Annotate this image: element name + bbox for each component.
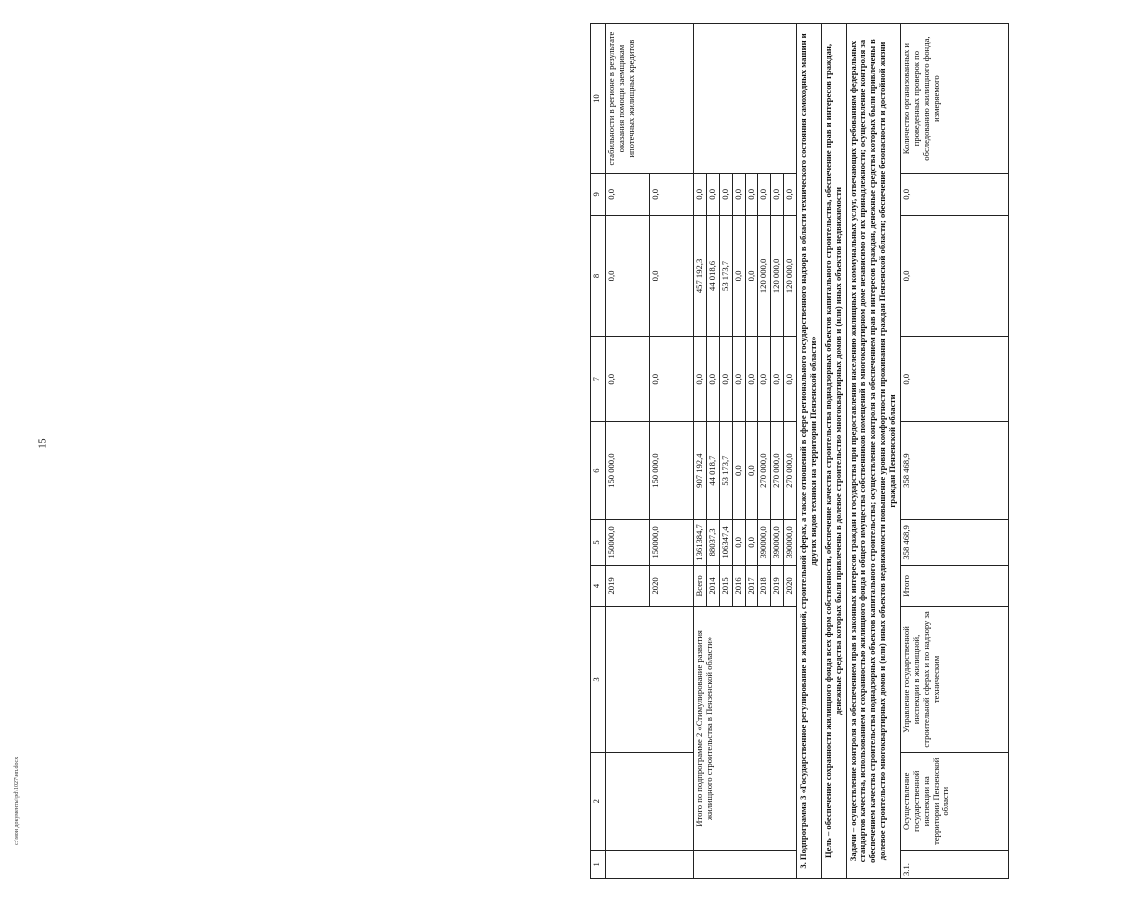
file-path-footer: c:\мои документы\pd\1027\нп.docx bbox=[14, 756, 20, 845]
blank-cell bbox=[694, 24, 797, 174]
year-cell: 2015 bbox=[719, 565, 732, 606]
value-cell: 0,0 bbox=[706, 174, 719, 215]
value-cell: 457 192,3 bbox=[694, 215, 707, 337]
value-cell: 0,0 bbox=[606, 174, 650, 215]
goal-row bbox=[821, 24, 846, 879]
value-cell: 270 000,0 bbox=[784, 422, 797, 520]
col-header-8: 8 bbox=[591, 215, 606, 337]
tasks-row bbox=[846, 24, 900, 879]
blank-cell bbox=[694, 850, 797, 878]
indicator-cell: Количество организованных и проведенных проверок по обследованию жилищного фонда, измеряемого bbox=[900, 24, 1008, 174]
value-cell: 44 018,7 bbox=[706, 422, 719, 520]
value-cell: 0,0 bbox=[745, 215, 758, 337]
indicator-cell: стабильности в регионе в результате оказания помощи заемщикам ипотечных жилищных кредитов bbox=[606, 24, 694, 174]
value-cell: 0,0 bbox=[758, 337, 771, 422]
blank-cell bbox=[606, 752, 694, 850]
value-cell: 120 000,0 bbox=[771, 215, 784, 337]
value-cell: 0,0 bbox=[732, 215, 745, 337]
value-cell: 0,0 bbox=[900, 337, 1008, 422]
value-cell: 0,0 bbox=[706, 337, 719, 422]
value-cell: 0,0 bbox=[771, 174, 784, 215]
goal-text: – обеспечение сохранности жилищного фонда всех форм собственности, обеспечение качества строительства поднадзорных объектов капитального строительства, обеспечение прав и интересов граждан, денежные средства которых были привлечены в долевое строительство многоквартирных домов и (или) иных объектов недвижимости bbox=[822, 43, 843, 839]
year-cell: 2017 bbox=[745, 565, 758, 606]
value-cell: 0,0 bbox=[650, 174, 694, 215]
total-cell: 390000,0 bbox=[771, 520, 784, 566]
col-header-1: 1 bbox=[591, 850, 606, 878]
tasks-label: Задачи bbox=[847, 834, 858, 862]
total-cell: 1361384,7 bbox=[694, 520, 707, 566]
value-cell: 44 018,6 bbox=[706, 215, 719, 337]
year-cell: 2019 bbox=[606, 565, 650, 606]
program-table bbox=[590, 23, 1009, 879]
year-cell: 2018 bbox=[758, 565, 771, 606]
value-cell: 907 192,4 bbox=[694, 422, 707, 520]
goal-cell bbox=[821, 24, 846, 879]
goal-label: Цель bbox=[822, 838, 833, 859]
year-cell: 2019 bbox=[771, 565, 784, 606]
value-cell: 0,0 bbox=[732, 422, 745, 520]
value-cell: 0,0 bbox=[771, 337, 784, 422]
total-cell: 150000,0 bbox=[650, 520, 694, 566]
total-cell: 390000,0 bbox=[784, 520, 797, 566]
year-cell: Всего bbox=[694, 565, 707, 606]
subprogram-title-row bbox=[797, 24, 822, 879]
value-cell: 270 000,0 bbox=[771, 422, 784, 520]
col-header-3: 3 bbox=[591, 607, 606, 753]
blank-cell bbox=[606, 607, 694, 753]
value-cell: 358 468,9 bbox=[900, 422, 1008, 520]
value-cell: 0,0 bbox=[719, 174, 732, 215]
value-cell: 0,0 bbox=[745, 422, 758, 520]
value-cell: 150 000,0 bbox=[650, 422, 694, 520]
value-cell: 150 000,0 bbox=[606, 422, 650, 520]
value-cell: 53 173,7 bbox=[719, 215, 732, 337]
table-row bbox=[606, 24, 650, 879]
value-cell: 120 000,0 bbox=[758, 215, 771, 337]
value-cell: 0,0 bbox=[694, 174, 707, 215]
subtotal-row bbox=[694, 24, 707, 879]
total-cell: 88037,3 bbox=[706, 520, 719, 566]
col-header-9: 9 bbox=[591, 174, 606, 215]
value-cell: 0,0 bbox=[784, 337, 797, 422]
value-cell: 270 000,0 bbox=[758, 422, 771, 520]
col-header-7: 7 bbox=[591, 337, 606, 422]
subtotal-label: Итого по подпрограмме 2 «Стимулирование развития жилищного строительства в Пензенской области» bbox=[694, 607, 797, 851]
value-cell: 0,0 bbox=[732, 337, 745, 422]
col-header-2: 2 bbox=[591, 752, 606, 850]
value-cell: 0,0 bbox=[606, 215, 650, 337]
total-cell: 0,0 bbox=[732, 520, 745, 566]
value-cell: 0,0 bbox=[758, 174, 771, 215]
executor-cell: Управление государственной инспекции в жилищной, строительной сферах и по надзору за техническим bbox=[900, 607, 1008, 753]
total-cell: 358 468,9 bbox=[900, 520, 1008, 566]
value-cell: 0,0 bbox=[606, 337, 650, 422]
activity-name: Осуществление государственной инспекции на территории Пензенской области bbox=[900, 752, 1008, 850]
value-cell: 0,0 bbox=[745, 174, 758, 215]
value-cell: 0,0 bbox=[732, 174, 745, 215]
year-cell: 2020 bbox=[650, 565, 694, 606]
header-row bbox=[591, 24, 606, 879]
value-cell: 0,0 bbox=[650, 337, 694, 422]
rotated-page bbox=[590, 0, 1130, 879]
value-cell: 0,0 bbox=[650, 215, 694, 337]
total-cell: 0,0 bbox=[745, 520, 758, 566]
year-cell: 2020 bbox=[784, 565, 797, 606]
period-cell: Итого bbox=[900, 565, 1008, 606]
total-cell: 106347,4 bbox=[719, 520, 732, 566]
value-cell: 0,0 bbox=[900, 215, 1008, 337]
col-header-6: 6 bbox=[591, 422, 606, 520]
year-cell: 2016 bbox=[732, 565, 745, 606]
row-number: 3.1. bbox=[900, 850, 1008, 878]
page-number: 15 bbox=[37, 438, 49, 449]
value-cell: 120 000,0 bbox=[784, 215, 797, 337]
col-header-10: 10 bbox=[591, 24, 606, 174]
total-cell: 150000,0 bbox=[606, 520, 650, 566]
year-cell: 2014 bbox=[706, 565, 719, 606]
tasks-cell bbox=[846, 24, 900, 879]
value-cell: 0,0 bbox=[784, 174, 797, 215]
activity-row bbox=[900, 24, 1008, 879]
tasks-text: – осуществление контроля за обеспечением прав и законных интересов граждан и государства при предоставлении населению жилищных и коммунальных услуг, отвечающих требованиям федеральных стандартов качества, использованием и сохранностью жилищного фонда и общего имущества собственников помещений в многоквартирном доме независимо от их принадлежности; осуществление контроля за обеспечением качества строительства поднадзорных объектов капитального строительства; осуществление контроля за обеспечением прав и интересов граждан, денежные средства которых были привлечены в долевое строительство многоквартирных домов и (или) иных объектов недвижимости повышение уровня комфортности проживания граждан Пензенской области; обеспечение безопасности и достойной жизни граждан Пензенской области bbox=[847, 39, 897, 863]
value-cell: 0,0 bbox=[745, 337, 758, 422]
col-header-4: 4 bbox=[591, 565, 606, 606]
value-cell: 0,0 bbox=[719, 337, 732, 422]
col-header-5: 5 bbox=[591, 520, 606, 566]
value-cell: 0,0 bbox=[900, 174, 1008, 215]
subprogram-title: 3. Подпрограмма 3 «Государственное регулирование в жилищной, строительной сферах, а также отношений в сфере регионального государственного надзора в области технического состояния самоходных машин и других видов техники на территории Пензенской области» bbox=[797, 24, 822, 879]
blank-cell bbox=[606, 850, 694, 878]
value-cell: 53 173,7 bbox=[719, 422, 732, 520]
value-cell: 0,0 bbox=[694, 337, 707, 422]
total-cell: 390000,0 bbox=[758, 520, 771, 566]
